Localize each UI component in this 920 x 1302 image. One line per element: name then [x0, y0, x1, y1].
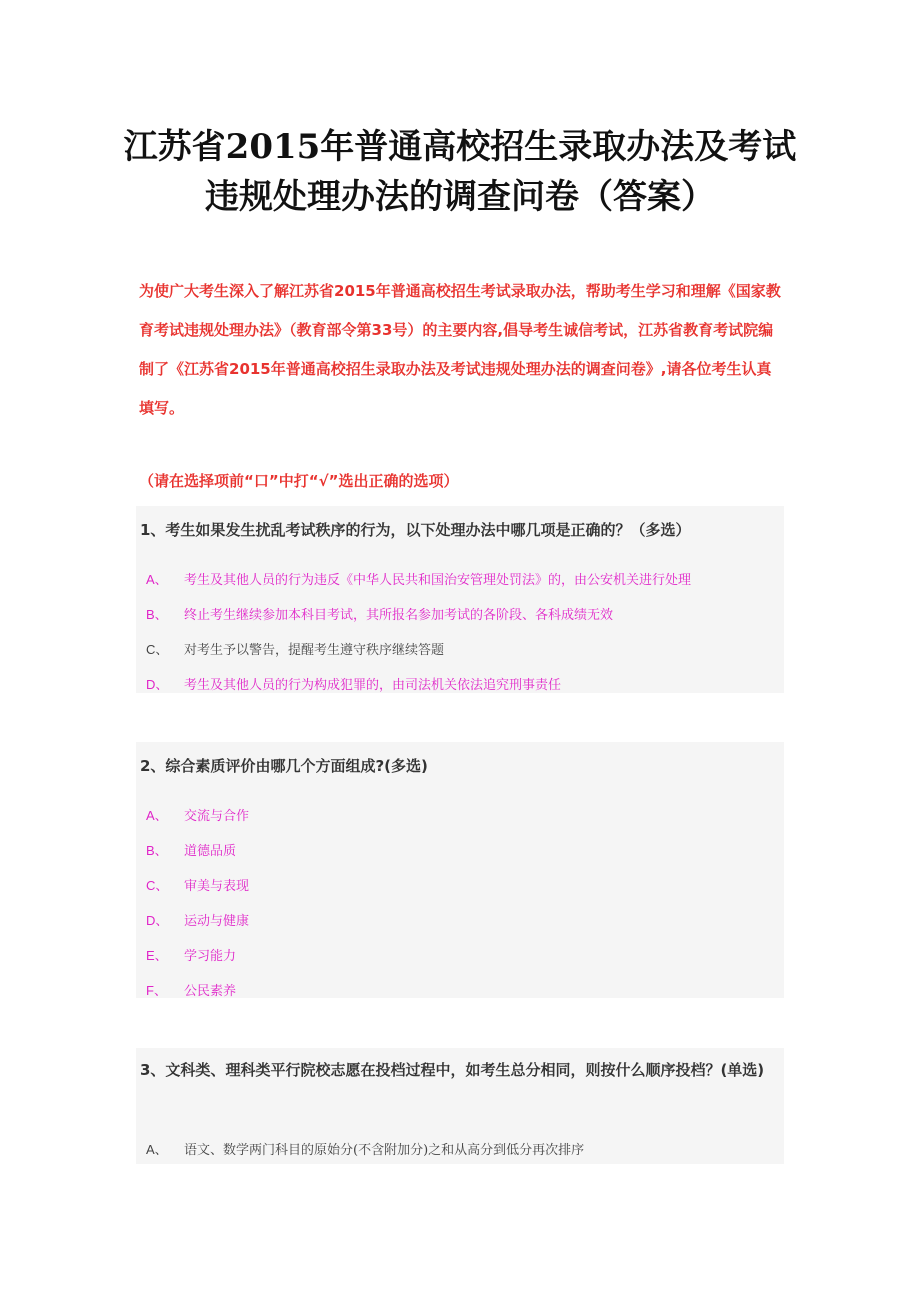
option-letter: E、: [146, 948, 168, 963]
q2-option-d[interactable]: [136, 903, 784, 938]
q1-option-c[interactable]: [136, 632, 784, 667]
q1-option-d[interactable]: [136, 667, 784, 702]
q1-option-a[interactable]: [136, 562, 784, 597]
question-1-text: 1、考生如果发生扰乱考试秩序的行为，以下处理办法中哪几项是正确的？（多选）: [140, 521, 691, 539]
option-text: 公民素养: [184, 984, 237, 999]
option-text: 运动与健康: [184, 914, 250, 929]
title-line-2: 违规处理办法的调查问卷（答案）: [205, 177, 715, 217]
q2-option-f[interactable]: [136, 973, 784, 1008]
q2-option-b[interactable]: [136, 833, 784, 868]
q2-option-e[interactable]: [136, 938, 784, 973]
question-1: [136, 506, 784, 693]
option-letter: A、: [146, 572, 168, 587]
q2-option-a[interactable]: [136, 798, 784, 833]
option-text: 考生及其他人员的行为违反《中华人民共和国治安管理处罚法》的，由公安机关进行处理: [184, 573, 692, 588]
q1-option-b[interactable]: [136, 597, 784, 632]
title-line-1: 江苏省2015年普通高校招生录取办法及考试: [123, 127, 797, 167]
option-text: 道德品质: [184, 844, 237, 859]
question-3: [136, 1048, 784, 1164]
option-text: 学习能力: [184, 949, 237, 964]
option-letter: D、: [146, 913, 169, 928]
option-letter: C、: [146, 878, 169, 893]
question-2-text: 2、综合素质评价由哪几个方面组成?(多选): [140, 757, 428, 775]
question-3-text: 3、文科类、理科类平行院校志愿在投档过程中，如考生总分相同，则按什么顺序投档？(单选): [140, 1061, 765, 1079]
option-letter: D、: [146, 677, 169, 692]
option-letter: A、: [146, 1142, 168, 1157]
option-letter: F、: [146, 983, 167, 998]
intro-paragraph: 为使广大考生深入了解江苏省2015年普通高校招生考试录取办法，帮助考生学习和理解《国家教育考试违规处理办法》（教育部令第33号）的主要内容,倡导考生诚信考试，江苏省教育考试院编制了《江苏省2015年普通高校招生录取办法及考试违规处理办法的调查问卷》,请各位考生认真填写。: [139, 282, 781, 417]
question-2: [136, 742, 784, 998]
option-letter: B、: [146, 607, 168, 622]
option-text: 考生及其他人员的行为构成犯罪的，由司法机关依法追究刑事责任: [184, 678, 562, 693]
option-letter: A、: [146, 808, 168, 823]
instruction-text: （请在选择项前“口”中打“√”选出正确的选项）: [139, 472, 459, 490]
option-letter: C、: [146, 642, 169, 657]
q3-option-a[interactable]: [136, 1132, 784, 1167]
option-letter: B、: [146, 843, 168, 858]
option-text: 终止考生继续参加本科目考试，其所报名参加考试的各阶段、各科成绩无效: [184, 608, 614, 623]
document-title: [0, 122, 920, 222]
option-text: 对考生予以警告，提醒考生遵守秩序继续答题: [184, 643, 445, 658]
q2-option-c[interactable]: [136, 868, 784, 903]
option-text: 语文、数学两门科目的原始分(不含附加分)之和从高分到低分再次排序: [184, 1143, 585, 1158]
option-text: 审美与表现: [184, 879, 250, 894]
option-text: 交流与合作: [184, 809, 250, 824]
